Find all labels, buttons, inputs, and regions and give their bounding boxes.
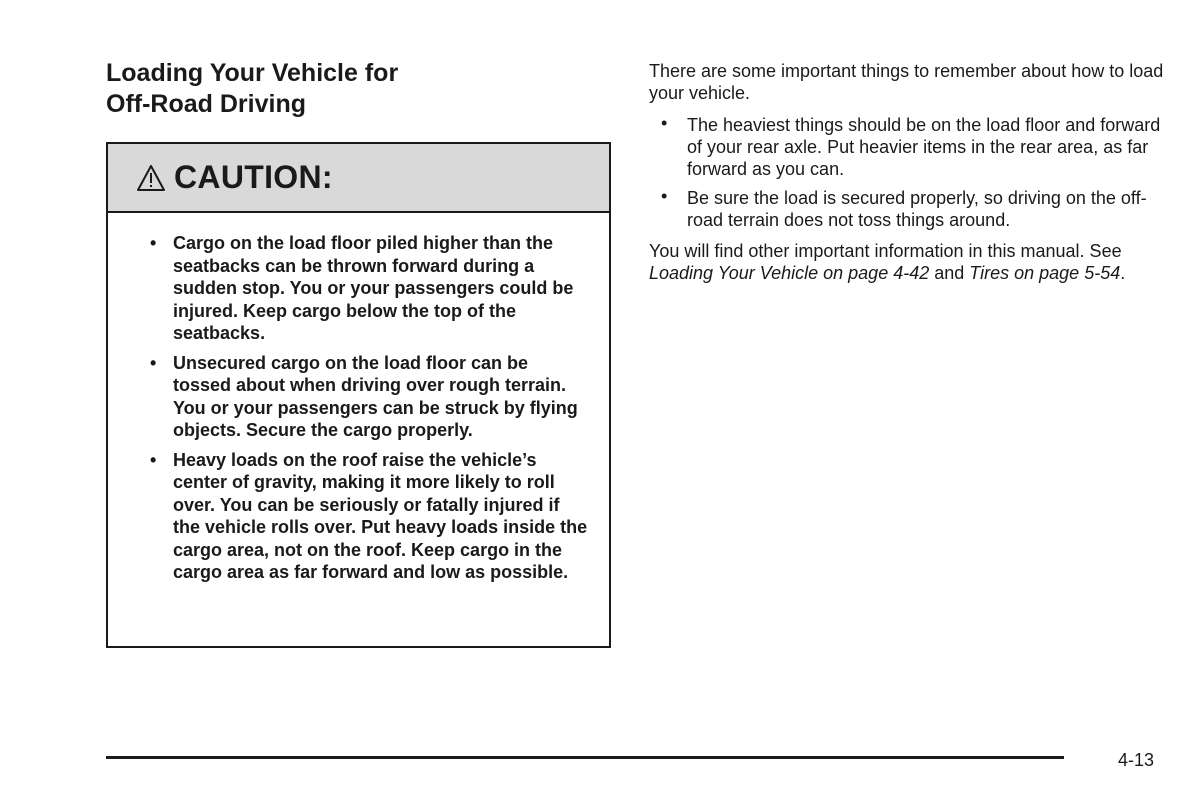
section-heading-line1: Loading Your Vehicle for [106,59,399,87]
caution-box [106,142,611,648]
warning-triangle-icon [136,164,166,192]
tips-list [649,114,1169,231]
caution-header [108,144,609,213]
page-number: 4-13 [1118,750,1155,770]
tip-item: • The heaviest things should be on the load floor and forward of your rear axle. Put heavier items in the rear area, as far forward as you can. [687,114,1169,180]
closing-text: You will find other important information in this manual. See [649,241,1122,261]
section-heading-line2: Off-Road Driving [106,90,306,118]
caution-title: CAUTION: [174,159,333,195]
caution-item: • Heavy loads on the roof raise the vehicle’s center of gravity, making it more likely to roll over. You can be seriously or fatally injured if the vehicle rolls over. Put heavy loads inside the cargo area, not on the roof. Keep cargo in the cargo area as far forward and low as possible. [150,449,591,584]
caution-item: • Unsecured cargo on the load floor can be tossed about when driving over rough terrain. You or your passengers can be struck by flying objects. Secure the cargo properly. [150,352,591,442]
closing-text: . [1120,263,1126,283]
caution-list [108,213,609,584]
section-heading [106,58,606,120]
closing-paragraph [649,240,1169,284]
intro-paragraph: There are some important things to remember about how to load your vehicle. [649,61,1164,103]
tires-link[interactable]: Tires on page 5-54 [969,263,1121,283]
loading-vehicle-link[interactable]: Loading Your Vehicle on page 4-42 [649,263,930,283]
tip-item: • Be sure the load is secured properly, so driving on the off-road terrain does not toss things around. [687,187,1169,231]
caution-item: • Cargo on the load floor piled higher than the seatbacks can be thrown forward during a sudden stop. You or your passengers could be injured. Keep cargo below the top of the seatbacks. [150,232,591,345]
footer-rule [106,756,1064,759]
closing-text: and [929,263,970,283]
body-column [649,60,1169,284]
